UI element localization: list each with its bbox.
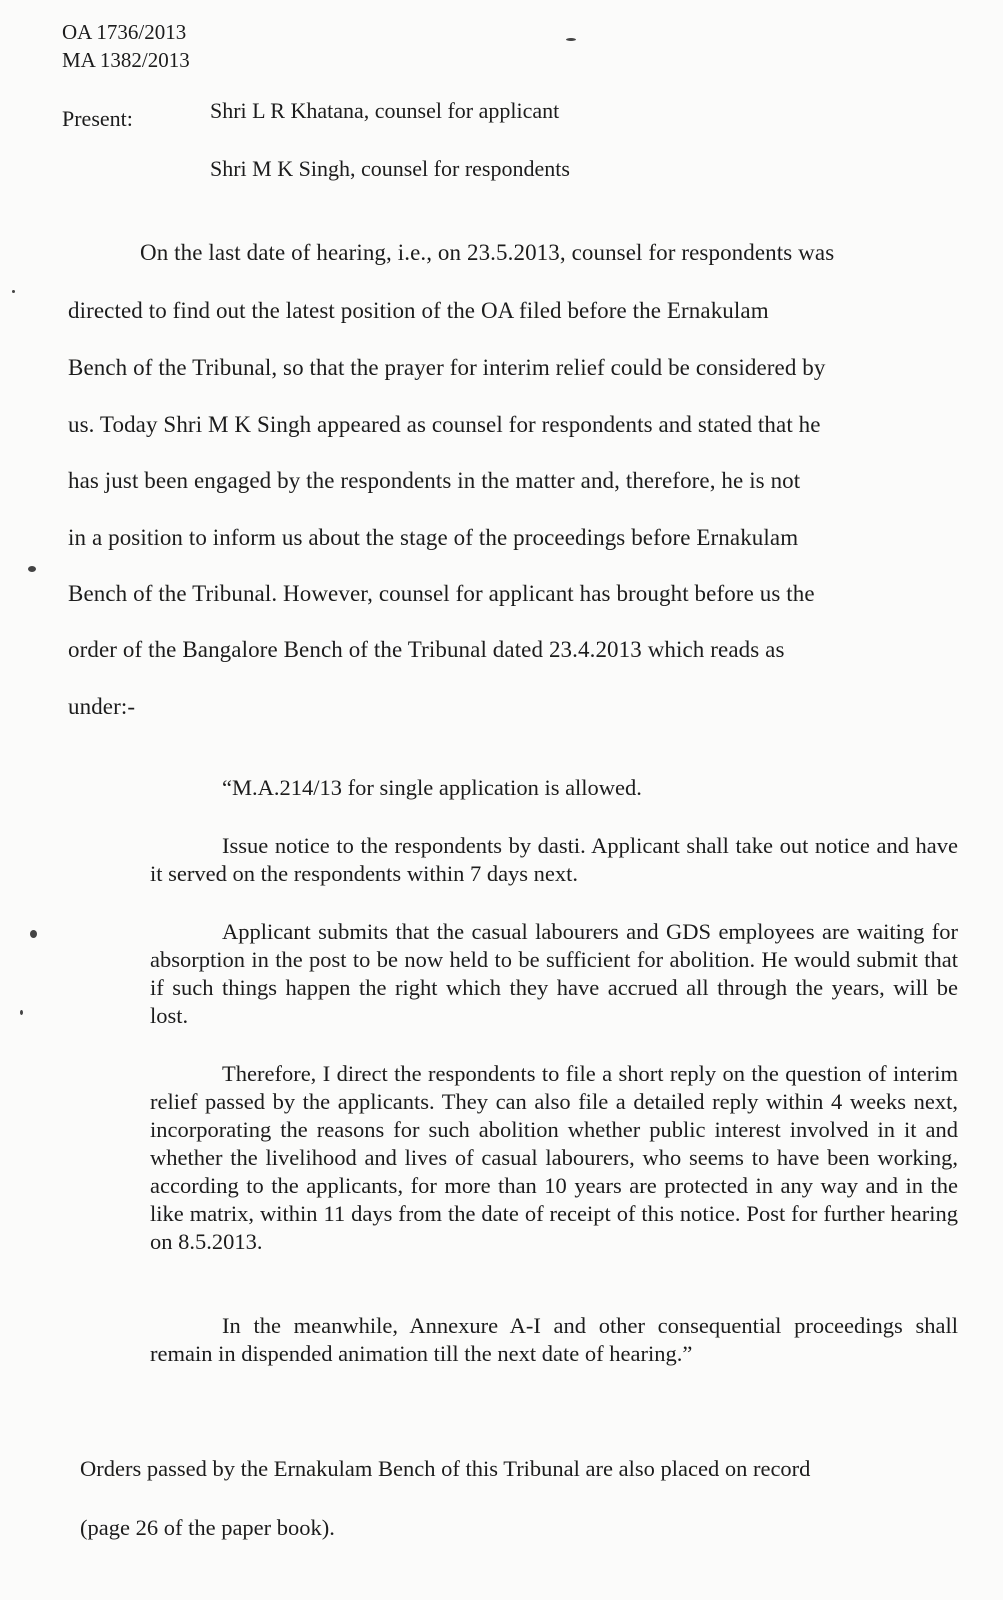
- quoted-paragraph: In the meanwhile, Annexure A-I and other consequential proceedings shall remain in dispended animation till the next date of hearing.”: [150, 1313, 958, 1366]
- body-line: directed to find out the latest position of the OA filed before the Ernakulam: [68, 298, 769, 323]
- scan-speck: [28, 566, 36, 572]
- body-line: has just been engaged by the respondents in the matter and, therefore, he is not: [68, 468, 801, 493]
- body-line: under:-: [68, 694, 136, 719]
- closing-line: Orders passed by the Ernakulam Bench of this Tribunal are also placed on record: [80, 1456, 811, 1481]
- body-line: us. Today Shri M K Singh appeared as counsel for respondents and stated that he: [68, 412, 821, 437]
- body-line: On the last date of hearing, i.e., on 23.5.2013, counsel for respondents was: [140, 240, 835, 265]
- quoted-paragraph: Applicant submits that the casual labourers and GDS employees are waiting for absorption in the post to be now held to be sufficient for abolition. He would submit that if such things happen the right which they have accrued all through the years, will be lost.: [150, 919, 958, 1028]
- body-line: Bench of the Tribunal. However, counsel for applicant has brought before us the: [68, 581, 815, 606]
- body-line: order of the Bangalore Bench of the Tribunal dated 23.4.2013 which reads as: [68, 637, 785, 662]
- body-line: in a position to inform us about the stage of the proceedings before Ernakulam: [68, 525, 799, 550]
- quoted-paragraph: Issue notice to the respondents by dasti. Applicant shall take out notice and have it served on the respondents within 7 days next.: [150, 833, 958, 886]
- quoted-paragraph: “M.A.214/13 for single application is allowed.: [222, 775, 642, 800]
- applicant-counsel: Shri L R Khatana, counsel for applicant: [210, 98, 560, 123]
- misc-application-number: MA 1382/2013: [62, 48, 190, 72]
- closing-line: (page 26 of the paper book).: [80, 1515, 335, 1540]
- respondent-counsel: Shri M K Singh, counsel for respondents: [210, 156, 570, 181]
- case-number: OA 1736/2013: [62, 20, 187, 44]
- scan-speck: [20, 1010, 23, 1015]
- quoted-paragraph: Therefore, I direct the respondents to file a short reply on the question of interim relief passed by the applicants. They can also file a detailed reply within 4 weeks next, incorporating the reasons for such abolition whether public interest involved in it and whether the livelihood and lives of casual labourers, who seems to have been working, according to the applicants, for more than 10 years are protected in any way and in the like matrix, within 11 days from the date of receipt of this notice. Post for further hearing on 8.5.2013.: [150, 1061, 958, 1254]
- present-label: Present:: [62, 106, 133, 131]
- scan-speck: [566, 38, 576, 41]
- scan-speck: [12, 290, 15, 293]
- scan-speck: [30, 930, 37, 938]
- body-line: Bench of the Tribunal, so that the prayer for interim relief could be considered by: [68, 355, 826, 380]
